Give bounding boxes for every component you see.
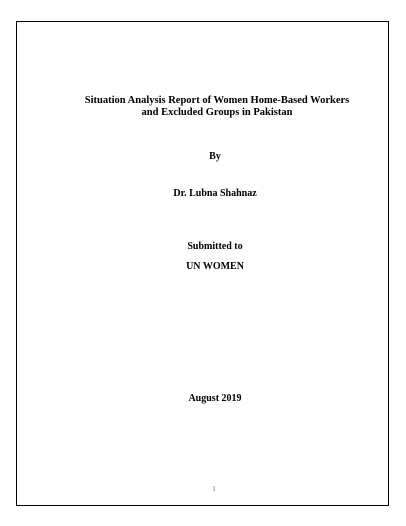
author-name: Dr. Lubna Shahnaz bbox=[173, 188, 257, 199]
report-title-line-1: Situation Analysis Report of Women Home-Based Workers bbox=[84, 95, 350, 106]
report-title-line-2: and Excluded Groups in Pakistan bbox=[141, 107, 293, 118]
submitted-to-label: Submitted to bbox=[187, 241, 243, 252]
recipient-name: UN WOMEN bbox=[186, 261, 244, 272]
by-label: By bbox=[209, 151, 221, 162]
report-date: August 2019 bbox=[188, 393, 242, 404]
page-number: 1 bbox=[212, 485, 216, 493]
